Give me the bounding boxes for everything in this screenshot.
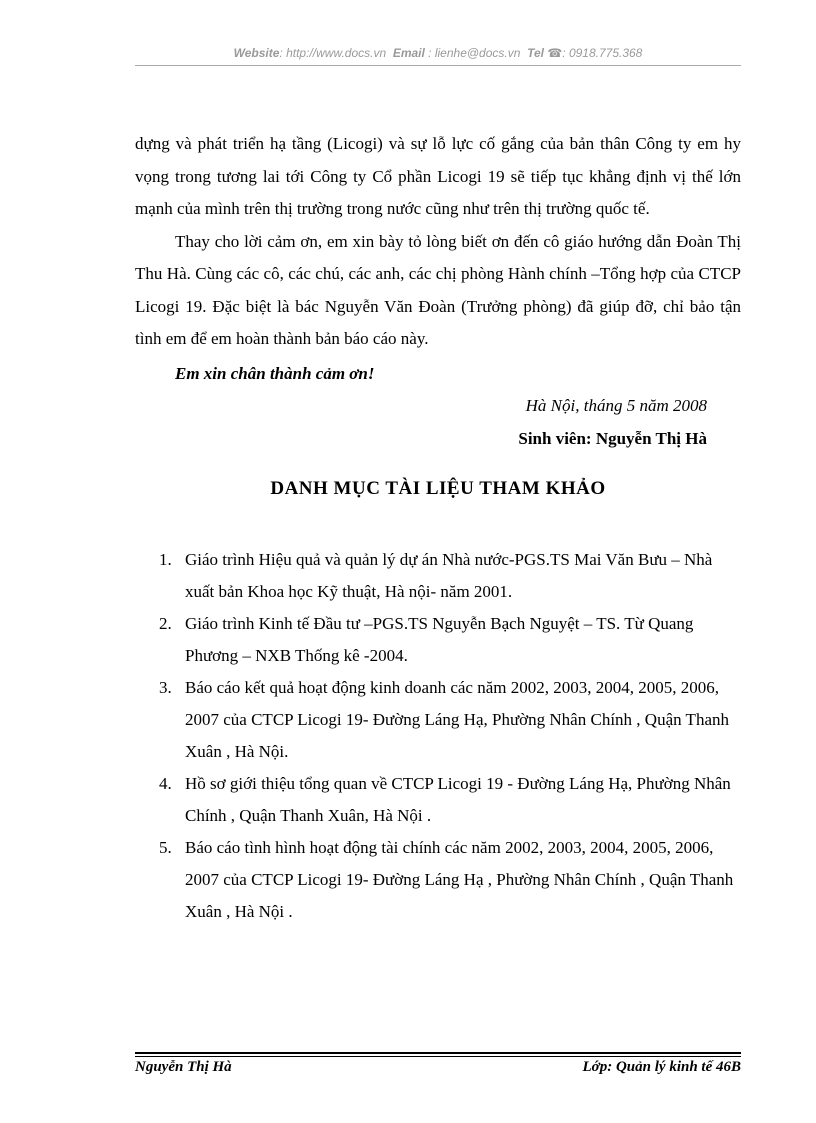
reference-text: Báo cáo tình hình hoạt động tài chính các năm 2002, 2003, 2004, 2005, 2006, 2007 của CTCP Licogi 19- Đường Láng Hạ , Phường Nhân Chính , Quận Thanh Xuân , Hà Nội .: [185, 838, 734, 921]
page-header: [135, 46, 741, 60]
body-text: [135, 128, 741, 455]
references-list: [135, 544, 741, 928]
reference-text: Hồ sơ giới thiệu tổng quan về CTCP Licogi 19 - Đường Láng Hạ, Phường Nhân Chính , Quận Thanh Xuân, Hà Nội .: [185, 774, 731, 825]
email-label: Email: [392, 46, 425, 60]
signature-date: Hà Nội, tháng 5 năm 2008: [525, 396, 707, 415]
reference-text: Giáo trình Hiệu quả và quản lý dự án Nhà nước-PGS.TS Mai Văn Bưu – Nhà xuất bản Khoa học Kỹ thuật, Hà nội- năm 2001.: [185, 550, 713, 601]
references-title: DANH MỤC TÀI LIỆU THAM KHẢO: [270, 478, 606, 499]
reference-item: [135, 544, 741, 608]
signature-name: Sinh viên: Nguyễn Thị Hà: [518, 428, 707, 448]
reference-number: 1.: [159, 550, 172, 569]
footer-class: Lớp: Quản lý kinh tế 46B: [582, 1059, 741, 1075]
footer-author: Nguyễn Thị Hà: [135, 1059, 232, 1075]
phone-icon: ☎: [547, 46, 563, 60]
footer-divider-thick: [135, 1052, 741, 1054]
header-divider: [135, 65, 741, 66]
reference-text: Báo cáo kết quả hoạt động kinh doanh các năm 2002, 2003, 2004, 2005, 2006, 2007 của CTCP Licogi 19- Đường Láng Hạ, Phường Nhân Chính , Quận Thanh Xuân , Hà Nội.: [185, 678, 729, 761]
reference-number: 5.: [159, 838, 172, 857]
website-label: Website: [233, 46, 280, 60]
reference-number: 4.: [159, 774, 172, 793]
reference-item: [135, 608, 741, 672]
paragraph-1: dựng và phát triển hạ tầng (Licogi) và sự lỗ lực cố gắng của bản thân Công ty em hy vọng trong tương lai tới Công ty Cổ phần Licogi 19 sẽ tiếp tục khẳng định vị thế lớn mạnh của mình trên thị trường trong nước cũng như trên thị trường quốc tế.: [135, 134, 741, 218]
reference-item: [135, 768, 741, 832]
tel-label: Tel: [527, 46, 544, 60]
reference-text: Giáo trình Kinh tế Đầu tư –PGS.TS Nguyễn Bạch Nguyệt – TS. Từ Quang Phương – NXB Thống kê -2004.: [185, 614, 694, 665]
website-url[interactable]: : http://www.docs.vn: [279, 46, 387, 60]
reference-item: [135, 832, 741, 928]
tel-number: : 0918.775.368: [562, 46, 643, 60]
footer-divider-thin: [135, 1056, 741, 1057]
reference-number: 2.: [159, 614, 172, 633]
paragraph-2: Thay cho lời cảm ơn, em xin bày tỏ lòng biết ơn đến cô giáo hướng dẫn Đoàn Thị Thu Hà. Cùng các cô, các chú, các anh, các chị phòng Hành chính –Tổng hợp của CTCP Licogi 19. Đặc biệt là bác Nguyễn Văn Đoàn (Trưởng phòng) đã giúp đỡ, chỉ bảo tận tình em để em hoàn thành bản báo cáo này.: [135, 231, 741, 348]
reference-item: [135, 672, 741, 768]
thanks-line: Em xin chân thành cảm ơn!: [175, 363, 375, 383]
email-address[interactable]: : lienhe@docs.vn: [428, 46, 521, 60]
reference-number: 3.: [159, 678, 172, 697]
